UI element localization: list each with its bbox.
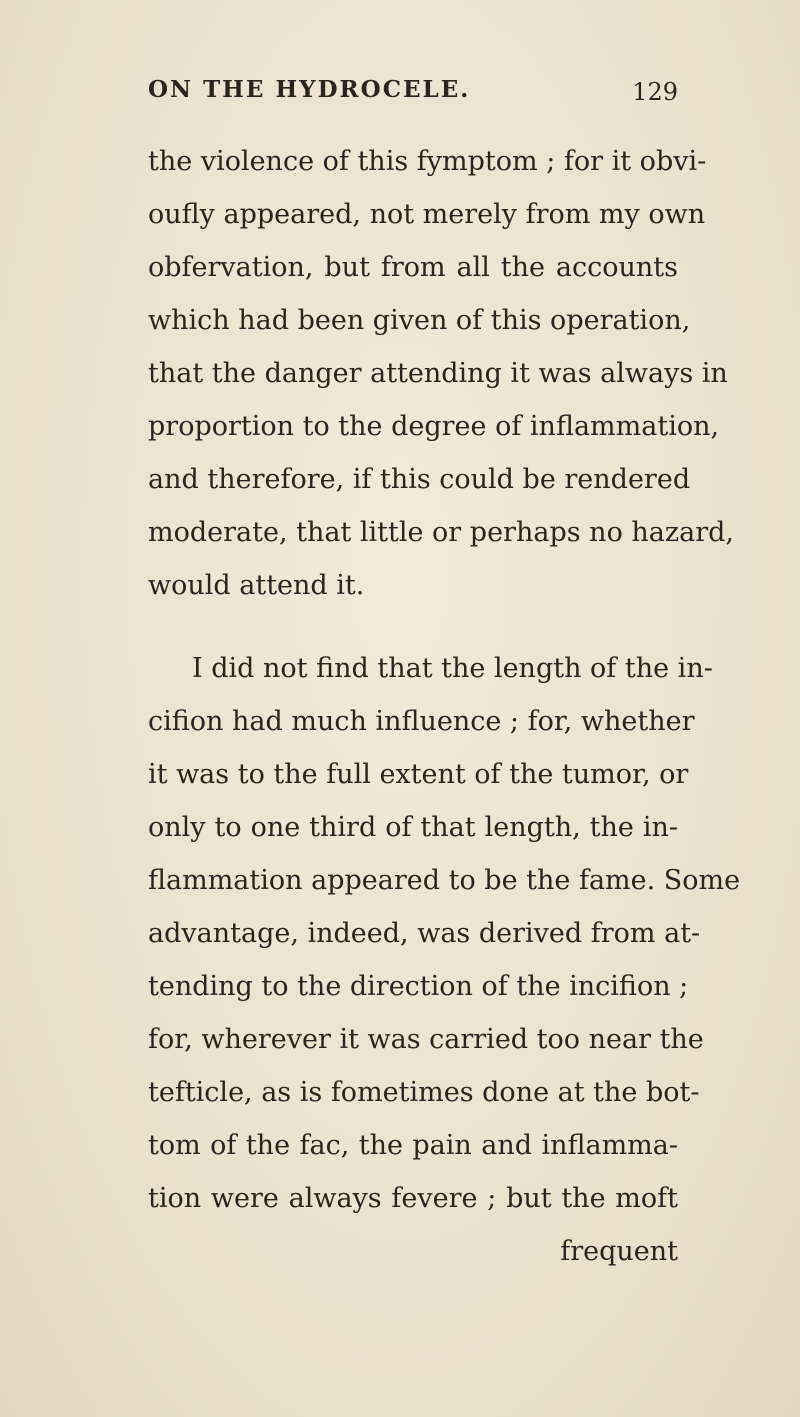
text-line: would attend it. (148, 570, 365, 601)
text-line: that the danger attending it was always in (148, 358, 728, 389)
text-line: moderate, that little or perhaps no hazard, (148, 517, 734, 548)
catchword: frequent (560, 1236, 678, 1267)
text-line: it was to the full extent of the tumor, or (148, 759, 689, 790)
page-header (148, 76, 678, 116)
text-line: only to one third of that length, the in- (148, 812, 678, 843)
paragraph-2 (148, 642, 741, 1225)
text-line: flammation appeared to be the fame. Some (148, 865, 741, 896)
running-head: ON THE HYDROCELE. (148, 76, 471, 103)
text-line: tefticle, as is fometimes done at the bot- (148, 1077, 700, 1108)
text-line: tending to the direction of the incifion ; (148, 971, 689, 1002)
text-line: I did not find that the length of the in- (192, 653, 713, 684)
page-number: 129 (632, 78, 678, 106)
text-line: tion were always fevere ; but the moft (148, 1183, 678, 1214)
text-line: obfervation, but from all the accounts (148, 252, 678, 283)
text-line: cifion had much influence ; for, whether (148, 706, 695, 737)
text-line: advantage, indeed, was derived from at- (148, 918, 701, 949)
text-line: and therefore, if this could be rendered (148, 464, 691, 495)
body-text (148, 135, 741, 1278)
paragraph-1 (148, 135, 734, 612)
text-line: oufly appeared, not merely from my own (148, 199, 706, 230)
text-line: the violence of this fymptom ; for it obvi- (148, 146, 707, 177)
text-line: which had been given of this operation, (148, 305, 691, 336)
text-line: proportion to the degree of inflammation, (148, 411, 720, 442)
paragraph-gap (148, 612, 678, 642)
text-line: tom of the fac, the pain and inflamma- (148, 1130, 678, 1161)
text-line: for, wherever it was carried too near the (148, 1024, 704, 1055)
